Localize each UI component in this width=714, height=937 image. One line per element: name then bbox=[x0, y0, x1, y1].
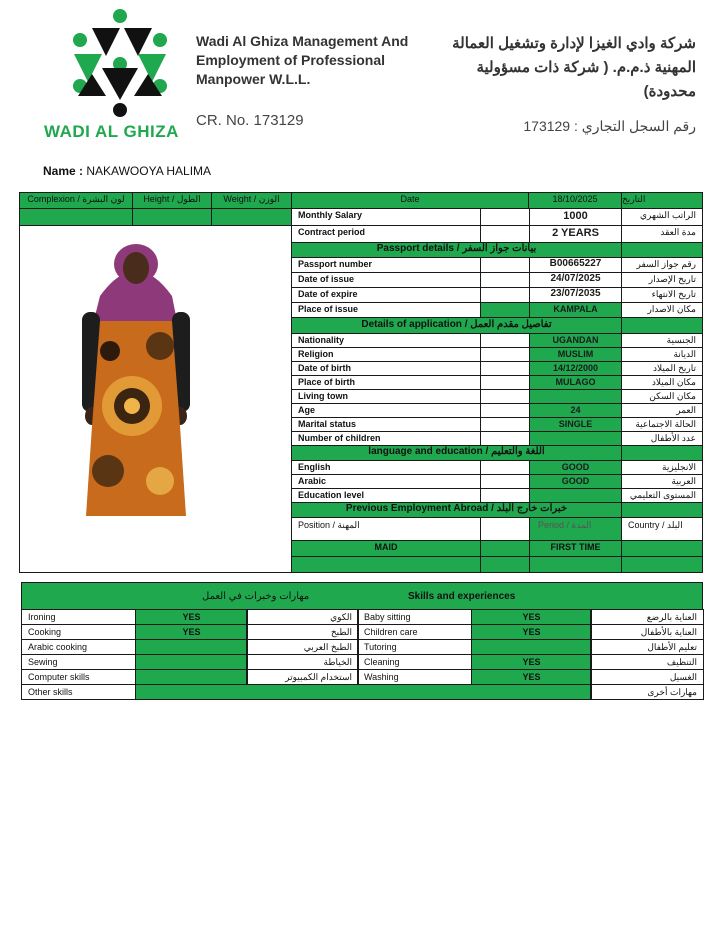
skill-left-val-3 bbox=[135, 654, 248, 670]
religion-spacer bbox=[480, 347, 530, 362]
skill-right-ar-4: الغسيل bbox=[590, 669, 704, 685]
skill-right-val-3: YES bbox=[471, 654, 592, 670]
skill-left-val-0: YES bbox=[135, 609, 248, 625]
passport-number-spacer bbox=[480, 257, 530, 273]
arabic-value: GOOD bbox=[529, 474, 622, 489]
skill-right-ar-1: العناية بالأطفال bbox=[590, 624, 704, 640]
employment-row-2c bbox=[529, 556, 622, 573]
date-value: 18/10/2025 bbox=[528, 192, 622, 209]
salary-label: Monthly Salary bbox=[291, 208, 481, 226]
employment-country bbox=[621, 540, 703, 557]
issue-date-spacer bbox=[480, 272, 530, 288]
skill-left-ar-4: استخدام الكمبيوتر bbox=[246, 669, 359, 685]
english-label: English bbox=[291, 460, 481, 475]
skill-left-ar-2: الطبخ العربي bbox=[246, 639, 359, 655]
living-town-label: Living town bbox=[291, 389, 481, 404]
dob-value: 14/12/2000 bbox=[529, 361, 622, 376]
skill-left-ar-3: الخياطة bbox=[246, 654, 359, 670]
date-ar: التاريخ bbox=[621, 192, 703, 209]
contract-spacer bbox=[480, 225, 530, 243]
weight-value bbox=[211, 208, 292, 226]
issue-date-ar: تاريخ الإصدار bbox=[621, 272, 703, 288]
passport-number-value: B00665227 bbox=[529, 257, 622, 273]
arabic-label: Arabic bbox=[291, 474, 481, 489]
dob-ar: تاريخ الميلاد bbox=[621, 361, 703, 376]
employment-section-end bbox=[621, 502, 703, 518]
skill-left-en-5: Other skills bbox=[21, 684, 137, 700]
age-ar: العمر bbox=[621, 403, 703, 418]
marital-ar: الحالة الاجتماعية bbox=[621, 417, 703, 432]
weight-header: Weight / الوزن bbox=[211, 192, 292, 209]
age-label: Age bbox=[291, 403, 481, 418]
skill-right-ar-2: تعليم الأطفال bbox=[590, 639, 704, 655]
skill-right-ar-5: مهارات أخرى bbox=[590, 684, 704, 700]
position-header: Position / المهنة bbox=[291, 517, 481, 541]
skill-right-en-3: Cleaning bbox=[357, 654, 473, 670]
skill-left-val-4 bbox=[135, 669, 248, 685]
age-spacer bbox=[480, 403, 530, 418]
expire-date-value: 23/07/2035 bbox=[529, 287, 622, 303]
passport-section-end bbox=[621, 242, 703, 258]
skill-left-ar-0: الكوي bbox=[246, 609, 359, 625]
employment-spacer bbox=[480, 540, 530, 557]
living-town-spacer bbox=[480, 389, 530, 404]
passport-number-label: Passport number bbox=[291, 257, 481, 273]
religion-value: MUSLIM bbox=[529, 347, 622, 362]
skill-right-val-1: YES bbox=[471, 624, 592, 640]
salary-spacer bbox=[480, 208, 530, 226]
skills-header-ar: مهارات وخبرات في العمل bbox=[202, 591, 310, 602]
issue-place-ar: مكان الاصدار bbox=[621, 302, 703, 318]
company-name-ar-line-3: محدودة) bbox=[643, 83, 696, 100]
company-name-line-1: Wadi Al Ghiza Management And bbox=[196, 33, 409, 49]
pob-label: Place of birth bbox=[291, 375, 481, 390]
education-ar: المستوى التعليمي bbox=[621, 488, 703, 503]
issue-date-label: Date of issue bbox=[291, 272, 481, 288]
arabic-ar: العربية bbox=[621, 474, 703, 489]
employment-section-header: Previous Employment Abroad / خبرات خارج البلد bbox=[291, 502, 622, 518]
skill-left-en-1: Cooking bbox=[21, 624, 137, 640]
cr-number: CR. No. 173129 bbox=[196, 112, 304, 129]
height-header: Height / الطول bbox=[132, 192, 212, 209]
expire-date-spacer bbox=[480, 287, 530, 303]
skill-right-val-4: YES bbox=[471, 669, 592, 685]
company-name-ar-line-1: شركة وادي الغيزا لإدارة وتشغيل العمالة bbox=[452, 35, 696, 52]
employment-row-2d bbox=[621, 556, 703, 573]
english-value: GOOD bbox=[529, 460, 622, 475]
employment-position: MAID bbox=[291, 540, 481, 557]
skill-left-en-3: Sewing bbox=[21, 654, 137, 670]
education-value bbox=[529, 488, 622, 503]
skill-right-en-2: Tutoring bbox=[357, 639, 473, 655]
application-section-end bbox=[621, 317, 703, 334]
height-value bbox=[132, 208, 212, 226]
complexion-value bbox=[19, 208, 133, 226]
marital-label: Marital status bbox=[291, 417, 481, 432]
dob-spacer bbox=[480, 361, 530, 376]
skill-left-en-0: Ironing bbox=[21, 609, 137, 625]
pob-value: MULAGO bbox=[529, 375, 622, 390]
nationality-ar: الجنسية bbox=[621, 333, 703, 348]
skill-left-val-2 bbox=[135, 639, 248, 655]
skill-right-val-2 bbox=[471, 639, 592, 655]
candidate-photo bbox=[20, 226, 291, 572]
children-spacer bbox=[480, 431, 530, 446]
other-skills-field bbox=[135, 684, 591, 700]
religion-ar: الديانة bbox=[621, 347, 703, 362]
employment-period: FIRST TIME bbox=[529, 540, 622, 557]
name-label: Name : bbox=[43, 164, 84, 178]
passport-section-header: Passport details / بيانات جواز السفر bbox=[291, 242, 622, 258]
cr-number-ar: رقم السجل التجاري : 173129 bbox=[523, 118, 696, 134]
contract-ar: مدة العقد bbox=[621, 225, 703, 243]
employment-row-2a bbox=[291, 556, 481, 573]
children-ar: عدد الأطفال bbox=[621, 431, 703, 446]
skills-header bbox=[21, 582, 703, 610]
nationality-spacer bbox=[480, 333, 530, 348]
issue-place-value: KAMPALA bbox=[529, 302, 622, 318]
skill-right-val-0: YES bbox=[471, 609, 592, 625]
skill-right-en-0: Baby sitting bbox=[357, 609, 473, 625]
issue-place-label: Place of issue bbox=[291, 302, 481, 318]
skill-left-val-1: YES bbox=[135, 624, 248, 640]
salary-ar: الراتب الشهري bbox=[621, 208, 703, 226]
employment-row-2b bbox=[480, 556, 530, 573]
country-header: Country / البلد bbox=[621, 517, 703, 541]
skill-right-ar-0: العناية بالرضع bbox=[590, 609, 704, 625]
contract-label: Contract period bbox=[291, 225, 481, 243]
skill-left-en-4: Computer skills bbox=[21, 669, 137, 685]
living-town-value bbox=[529, 389, 622, 404]
application-section-header: Details of application / تفاصيل مقدم العمل bbox=[291, 317, 622, 334]
dob-label: Date of birth bbox=[291, 361, 481, 376]
age-value: 24 bbox=[529, 403, 622, 418]
period-header: Period / المدة bbox=[529, 517, 622, 541]
english-ar: الانجليزية bbox=[621, 460, 703, 475]
arabic-spacer bbox=[480, 474, 530, 489]
marital-spacer bbox=[480, 417, 530, 432]
skills-header-en: Skills and experiences bbox=[408, 591, 516, 602]
religion-label: Religion bbox=[291, 347, 481, 362]
passport-number-ar: رقم جواز السفر bbox=[621, 257, 703, 273]
marital-value: SINGLE bbox=[529, 417, 622, 432]
skill-left-ar-1: الطبخ bbox=[246, 624, 359, 640]
pob-spacer bbox=[480, 375, 530, 390]
company-name-line-2: Employment of Professional bbox=[196, 52, 386, 68]
children-value bbox=[529, 431, 622, 446]
expire-date-ar: تاريخ الانتهاء bbox=[621, 287, 703, 303]
date-label: Date bbox=[291, 192, 529, 209]
company-name-ar-line-2: المهنية ذ.م.م. ( شركة ذات مسؤولية bbox=[476, 59, 696, 76]
skill-right-en-4: Washing bbox=[357, 669, 473, 685]
skill-left-en-2: Arabic cooking bbox=[21, 639, 137, 655]
living-town-ar: مكان السكن bbox=[621, 389, 703, 404]
english-spacer bbox=[480, 460, 530, 475]
pob-ar: مكان الميلاد bbox=[621, 375, 703, 390]
photo-frame bbox=[19, 225, 292, 573]
company-name-line-3: Manpower W.L.L. bbox=[196, 71, 311, 87]
nationality-label: Nationality bbox=[291, 333, 481, 348]
salary-value: 1000 bbox=[529, 208, 622, 226]
issue-date-value: 24/07/2025 bbox=[529, 272, 622, 288]
language-section-header: language and education / اللغة والتعليم bbox=[291, 445, 622, 461]
logo-text: WADI AL GHIZA bbox=[44, 122, 179, 141]
complexion-header: Complexion / لون البشرة bbox=[19, 192, 133, 209]
education-label: Education level bbox=[291, 488, 481, 503]
children-label: Number of children bbox=[291, 431, 481, 446]
contract-value: 2 YEARS bbox=[529, 225, 622, 243]
skill-right-ar-3: التنظيف bbox=[590, 654, 704, 670]
skill-right-en-1: Children care bbox=[357, 624, 473, 640]
name-value: NAKAWOOYA HALIMA bbox=[86, 164, 212, 178]
language-section-end bbox=[621, 445, 703, 461]
nationality-value: UGANDAN bbox=[529, 333, 622, 348]
position-spacer bbox=[480, 517, 530, 541]
issue-place-spacer bbox=[480, 302, 530, 318]
education-spacer bbox=[480, 488, 530, 503]
expire-date-label: Date of expire bbox=[291, 287, 481, 303]
